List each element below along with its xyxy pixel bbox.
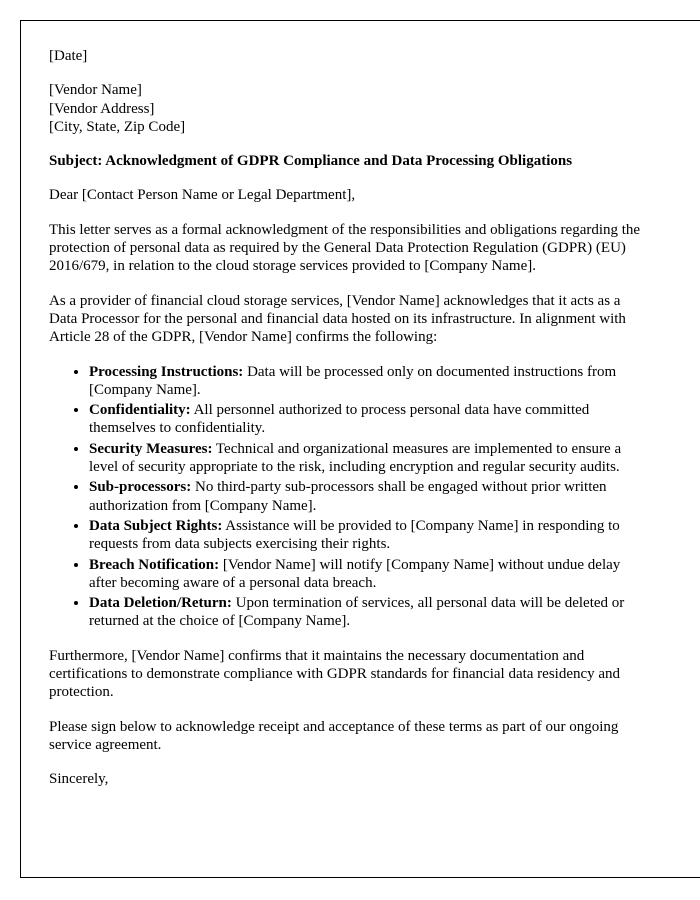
paragraph-furthermore: Furthermore, [Vendor Name] confirms that it maintains the necessary documentation and certifications to demonstrate compliance with GDPR standards for financial data residency and protection. (49, 647, 621, 701)
paragraph-intro: This letter serves as a formal acknowledgment of the responsibilities and obligations regarding the protection of personal data as required by the General Data Protection Regulation (GDPR) (EU) 2016/679, in relation to the cloud storage services provided to [Company Name]. (49, 221, 641, 275)
bullet-text: No third-party sub-processors shall be engaged without prior written authorization from [Company Name]. (89, 479, 607, 514)
bullet-text: Data will be processed only on documented instructions from [Company Name]. (89, 363, 617, 398)
list-item (89, 363, 645, 400)
closing-signoff: Sincerely, (49, 771, 109, 788)
salutation: Dear [Contact Person Name or Legal Department], (49, 187, 356, 204)
bullet-label: Security Measures: (89, 440, 213, 457)
bullet-text: Technical and organizational measures are implemented to ensure a level of security appropriate to the risk, including encryption and regular security audits. (89, 440, 622, 476)
bullet-label: Breach Notification: (89, 556, 220, 573)
list-item (89, 440, 645, 477)
bullet-label: Data Subject Rights: (89, 517, 223, 534)
bullet-text: [Vendor Name] will notify [Company Name] without undue delay after becoming aware of a personal data breach. (89, 556, 621, 591)
list-item (89, 594, 645, 631)
vendor-address-block (49, 81, 645, 136)
bullet-label: Data Deletion/Return: (89, 595, 232, 612)
bullet-label: Confidentiality: (89, 402, 191, 419)
list-item (89, 478, 645, 515)
paragraph-sign: Please sign below to acknowledge receipt and acceptance of these terms as part of our ongoing service agreement. (49, 718, 619, 753)
bullet-text: Assistance will be provided to [Company Name] in responding to requests from data subjects exercising their rights. (89, 517, 620, 553)
list-item (89, 401, 645, 438)
bullet-label: Sub-processors: (89, 479, 192, 496)
list-item (89, 517, 645, 554)
bullet-text: Upon termination of services, all personal data will be deleted or returned at the choice of [Company Name]. (89, 595, 625, 630)
vendor-address-line: [Vendor Address] (49, 100, 155, 117)
letter-content (21, 21, 700, 789)
obligations-list (49, 363, 645, 631)
bullet-text: All personnel authorized to process personal data have committed themselves to confidentiality. (89, 402, 590, 437)
paragraph-role: As a provider of financial cloud storage services, [Vendor Name] acknowledges that it acts as a Data Processor for the personal and financial data hosted on its infrastructure. In alignment with Article 28 of the GDPR, [Vendor Name] confirms the following: (49, 292, 626, 346)
letter-page (20, 20, 700, 878)
vendor-city-state-zip-line: [City, State, Zip Code] (49, 118, 186, 135)
date-placeholder: [Date] (49, 48, 88, 64)
subject-line: Subject: Acknowledgment of GDPR Compliance and Data Processing Obligations (49, 153, 573, 170)
bullet-label: Processing Instructions: (89, 363, 244, 380)
vendor-name-line: [Vendor Name] (49, 82, 142, 99)
list-item (89, 556, 645, 593)
